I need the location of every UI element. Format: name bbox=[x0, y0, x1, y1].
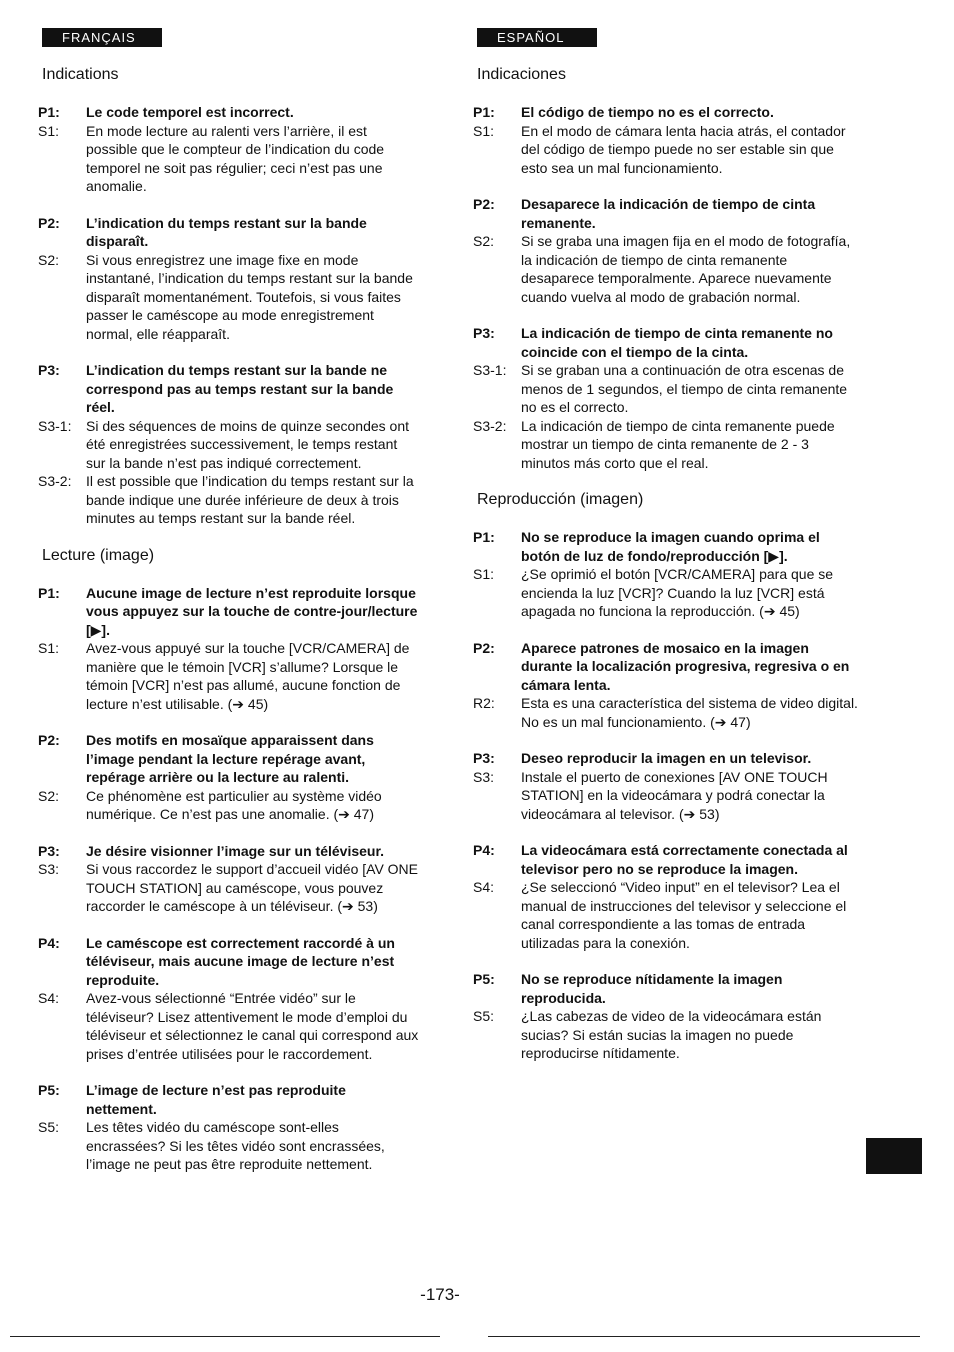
solution-text: En mode lecture au ralenti vers l’arrière, il est possible que le compteur de l’indication du code temporel ne soit pas régulier; ceci n’est pas une anomalie. bbox=[86, 122, 385, 194]
qa-item bbox=[38, 1081, 420, 1174]
problem-row bbox=[473, 639, 858, 695]
solution-text: Si se graba una imagen fija en el modo de fotografía, la indicación de tiempo de cinta remanente desaparece temporalmente. Aparece nuevamente cuando vuelva al modo de grabación normal. bbox=[521, 233, 851, 305]
solution-tag: S3-1: bbox=[473, 362, 507, 378]
problem-row bbox=[473, 103, 858, 122]
solution-text: Esta es una característica del sistema de video digital. No es un mal funcionamiento. (➔ 47) bbox=[521, 695, 858, 730]
francais-column bbox=[38, 28, 420, 1192]
solution-tag: S3: bbox=[38, 861, 60, 877]
footer-rule-left bbox=[10, 1336, 440, 1337]
problem-text: Le caméscope est correctement raccordé à un téléviseur, mais aucune image de lecture n’est reproduite. bbox=[86, 934, 395, 988]
qa-item bbox=[38, 842, 420, 916]
problem-tag: P3: bbox=[473, 325, 495, 341]
solution-row bbox=[473, 122, 858, 178]
indicaciones-list bbox=[473, 103, 858, 472]
qa-item bbox=[473, 970, 858, 1063]
solution-row bbox=[473, 417, 858, 473]
solution-tag: S3-2: bbox=[38, 473, 72, 489]
lecture-list bbox=[38, 584, 420, 1174]
solution-row bbox=[38, 989, 420, 1063]
solution-tag: S2: bbox=[473, 233, 495, 249]
indications-heading: Indications bbox=[42, 66, 119, 83]
solution-text: Si se graban una a continuación de otra escenas de menos de 1 segundos, el tiempo de cinta remanente no es el correcto. bbox=[521, 362, 848, 415]
problem-text: L’indication du temps restant sur la bande disparaît. bbox=[86, 214, 367, 249]
problem-row bbox=[38, 934, 420, 990]
solution-text: Avez-vous appuyé sur la touche [VCR/CAMERA] de manière que le témoin [VCR] s’allume? Lorsque le témoin [VCR] n’est pas allumé, aucune fonction de lecture n’est utilisable. (➔ 45) bbox=[86, 640, 410, 712]
solution-text: Il est possible que l’indication du temps restant sur la bande indique une durée inférieure de deux à trois minutes au temps restant sur la bande réel. bbox=[86, 473, 414, 526]
espanol-column bbox=[473, 28, 858, 1081]
solution-row bbox=[38, 251, 420, 344]
solution-row bbox=[473, 878, 858, 952]
qa-item bbox=[473, 528, 858, 621]
problem-row bbox=[38, 361, 420, 417]
problem-text: Le code temporel est incorrect. bbox=[86, 104, 294, 120]
problem-tag: P1: bbox=[38, 584, 60, 601]
qa-item bbox=[473, 841, 858, 952]
solution-row bbox=[38, 860, 420, 916]
solution-tag: S1: bbox=[38, 122, 60, 139]
solution-text: La indicación de tiempo de cinta remanente puede mostrar un tiempo de cinta remanente de 2 - 3 minutos más corto que el real. bbox=[521, 417, 835, 471]
espanol-language-tab: ESPAÑOL bbox=[477, 28, 597, 47]
problem-tag: P2: bbox=[38, 732, 60, 748]
solution-row bbox=[38, 417, 420, 473]
qa-item bbox=[473, 639, 858, 732]
solution-row bbox=[473, 1007, 858, 1063]
problem-text: La indicación de tiempo de cinta remanente no coincide con el tiempo de la cinta. bbox=[521, 325, 833, 360]
solution-tag: S1: bbox=[38, 640, 60, 656]
qa-item bbox=[473, 324, 858, 472]
qa-item bbox=[473, 103, 858, 177]
problem-text: L’indication du temps restant sur la bande ne correspond pas au temps restant sur la bande réel. bbox=[86, 362, 394, 415]
problem-row bbox=[473, 195, 858, 232]
problem-text: Aucune image de lecture n’est reproduite lorsque vous appuyez sur la touche de contre-jour/lecture [▶]. bbox=[86, 584, 418, 638]
problem-tag: P1: bbox=[473, 529, 495, 545]
problem-tag: P3: bbox=[38, 362, 60, 378]
problem-text: No se reproduce la imagen cuando oprima el botón de luz de fondo/reproducción [▶]. bbox=[521, 529, 820, 564]
solution-tag: R2: bbox=[473, 695, 495, 711]
problem-text: La videocámara está correctamente conectada al televisor pero no se reproduce la imagen. bbox=[521, 842, 848, 877]
solution-row bbox=[38, 639, 420, 713]
solution-row bbox=[473, 361, 858, 417]
problem-tag: P2: bbox=[473, 639, 495, 656]
solution-text: Ce phénomène est particulier au système vidéo numérique. Ce n’est pas une anomalie. (➔ 47) bbox=[86, 787, 382, 822]
problem-row bbox=[38, 584, 420, 640]
problem-text: Deseo reproducir la imagen en un televisor. bbox=[521, 750, 812, 766]
lecture-heading: Lecture (image) bbox=[42, 546, 155, 564]
qa-item bbox=[38, 731, 420, 824]
footer-rule-right bbox=[488, 1336, 920, 1337]
solution-row bbox=[38, 472, 420, 528]
indicaciones-heading: Indicaciones bbox=[477, 66, 566, 83]
problem-tag: P1: bbox=[473, 104, 495, 120]
problem-row bbox=[473, 749, 858, 768]
problem-row bbox=[38, 731, 420, 787]
problem-row bbox=[38, 103, 420, 122]
solution-text: Les têtes vidéo du caméscope sont-elles encrassées? Si les têtes vidéo sont encrassées, l’image ne peut pas être reproduite nettement. bbox=[86, 1119, 385, 1172]
reproduccion-heading: Reproducción (imagen) bbox=[477, 491, 644, 508]
problem-text: Aparece patrones de mosaico en la imagen durante la localización progresiva, regresiva o en cámara lenta. bbox=[521, 639, 850, 693]
qa-item bbox=[38, 934, 420, 1064]
solution-text: Si vous raccordez le support d’accueil vidéo [AV ONE TOUCH STATION] au caméscope, vous pouvez raccorder le caméscope à un téléviseur. (➔ 53) bbox=[86, 861, 419, 914]
solution-text: Avez-vous sélectionné “Entrée vidéo” sur le téléviseur? Lisez attentivement le mode d’emploi du téléviseur et sélectionnez le canal qui correspond aux prises d’entrée utilisées pour le raccordement. bbox=[86, 990, 419, 1062]
problem-text: Desaparece la indicación de tiempo de cinta remanente. bbox=[521, 196, 816, 231]
page-edge-marker bbox=[866, 1138, 922, 1174]
solution-text: En el modo de cámara lenta hacia atrás, el contador del código de tiempo puede no ser estable sin que esto sea un mal funcionamiento. bbox=[521, 122, 846, 176]
indications-list bbox=[38, 103, 420, 528]
problem-tag: P3: bbox=[38, 842, 60, 859]
solution-tag: S4: bbox=[473, 879, 495, 895]
solution-tag: S3: bbox=[473, 768, 495, 785]
problem-row bbox=[38, 214, 420, 251]
problem-row bbox=[473, 528, 858, 565]
problem-tag: P2: bbox=[38, 214, 60, 231]
francais-language-tab: FRANÇAIS bbox=[42, 28, 162, 47]
problem-text: El código de tiempo no es el correcto. bbox=[521, 104, 774, 120]
solution-row bbox=[473, 768, 858, 824]
problem-row bbox=[473, 324, 858, 361]
solution-text: ¿Se oprimió el botón [VCR/CAMERA] para que se encienda la luz [VCR]? Cuando la luz [VCR] está apagada no funciona la reproducción. (➔ 45) bbox=[521, 566, 834, 619]
problem-tag: P5: bbox=[473, 971, 495, 987]
solution-tag: S3-2: bbox=[473, 417, 507, 434]
problem-row bbox=[473, 970, 858, 1007]
problem-row bbox=[38, 842, 420, 861]
solution-row bbox=[473, 565, 858, 621]
problem-tag: P1: bbox=[38, 104, 60, 120]
solution-row bbox=[38, 787, 420, 824]
solution-tag: S1: bbox=[473, 122, 495, 139]
solution-text: ¿Se seleccionó “Video input” en el televisor? Lea el manual de instrucciones del televisor y seleccione el canal correspondiente a las tomas de entrada utilizadas para la conexión. bbox=[521, 879, 847, 951]
problem-tag: P5: bbox=[38, 1082, 60, 1098]
qa-item bbox=[38, 361, 420, 528]
solution-row bbox=[473, 694, 858, 731]
page-number: -173- bbox=[420, 1285, 460, 1304]
solution-text: Si vous enregistrez une image fixe en mode instantané, l’indication du temps restant sur la bande disparaît momentanément. Toutefois, si vous faites passer le caméscope au mode enregistrement normal, elle réapparaît. bbox=[86, 251, 413, 342]
problem-row bbox=[38, 1081, 420, 1118]
solution-row bbox=[473, 232, 858, 306]
solution-tag: S1: bbox=[473, 566, 495, 582]
problem-tag: P3: bbox=[473, 750, 495, 766]
problem-text: L’image de lecture n’est pas reproduite nettement. bbox=[86, 1082, 346, 1117]
problem-text: Des motifs en mosaïque apparaissent dans l’image pendant la lecture repérage avant, repérage arrière ou la lecture au ralenti. bbox=[86, 732, 374, 785]
solution-text: ¿Las cabezas de video de la videocámara están sucias? Si están sucias la imagen no puede reproducirse nítidamente. bbox=[521, 1008, 822, 1061]
solution-tag: S5: bbox=[473, 1008, 495, 1024]
problem-tag: P4: bbox=[38, 934, 60, 951]
problem-row bbox=[473, 841, 858, 878]
solution-row bbox=[38, 1118, 420, 1174]
problem-tag: P2: bbox=[473, 196, 495, 212]
problem-tag: P4: bbox=[473, 842, 495, 858]
qa-item bbox=[38, 214, 420, 344]
reproduccion-list bbox=[473, 528, 858, 1063]
solution-text: Instale el puerto de conexiones [AV ONE TOUCH STATION] en la videocámara y podrá conectar la videocámara al televisor. (➔ 53) bbox=[521, 768, 828, 822]
solution-row bbox=[38, 122, 420, 196]
solution-tag: S5: bbox=[38, 1119, 60, 1135]
solution-tag: S2: bbox=[38, 251, 60, 268]
qa-item bbox=[473, 749, 858, 823]
problem-text: Je désire visionner l’image sur un téléviseur. bbox=[86, 842, 385, 859]
solution-tag: S2: bbox=[38, 787, 60, 804]
qa-item bbox=[38, 103, 420, 196]
solution-text: Si des séquences de moins de quinze secondes ont été enregistrées successivement, le temps restant sur la bande n’est pas indiqué correctement. bbox=[86, 417, 409, 471]
qa-item bbox=[473, 195, 858, 306]
solution-tag: S3-1: bbox=[38, 417, 72, 434]
problem-text: No se reproduce nítidamente la imagen reproducida. bbox=[521, 971, 783, 1006]
qa-item bbox=[38, 584, 420, 714]
solution-tag: S4: bbox=[38, 990, 60, 1006]
